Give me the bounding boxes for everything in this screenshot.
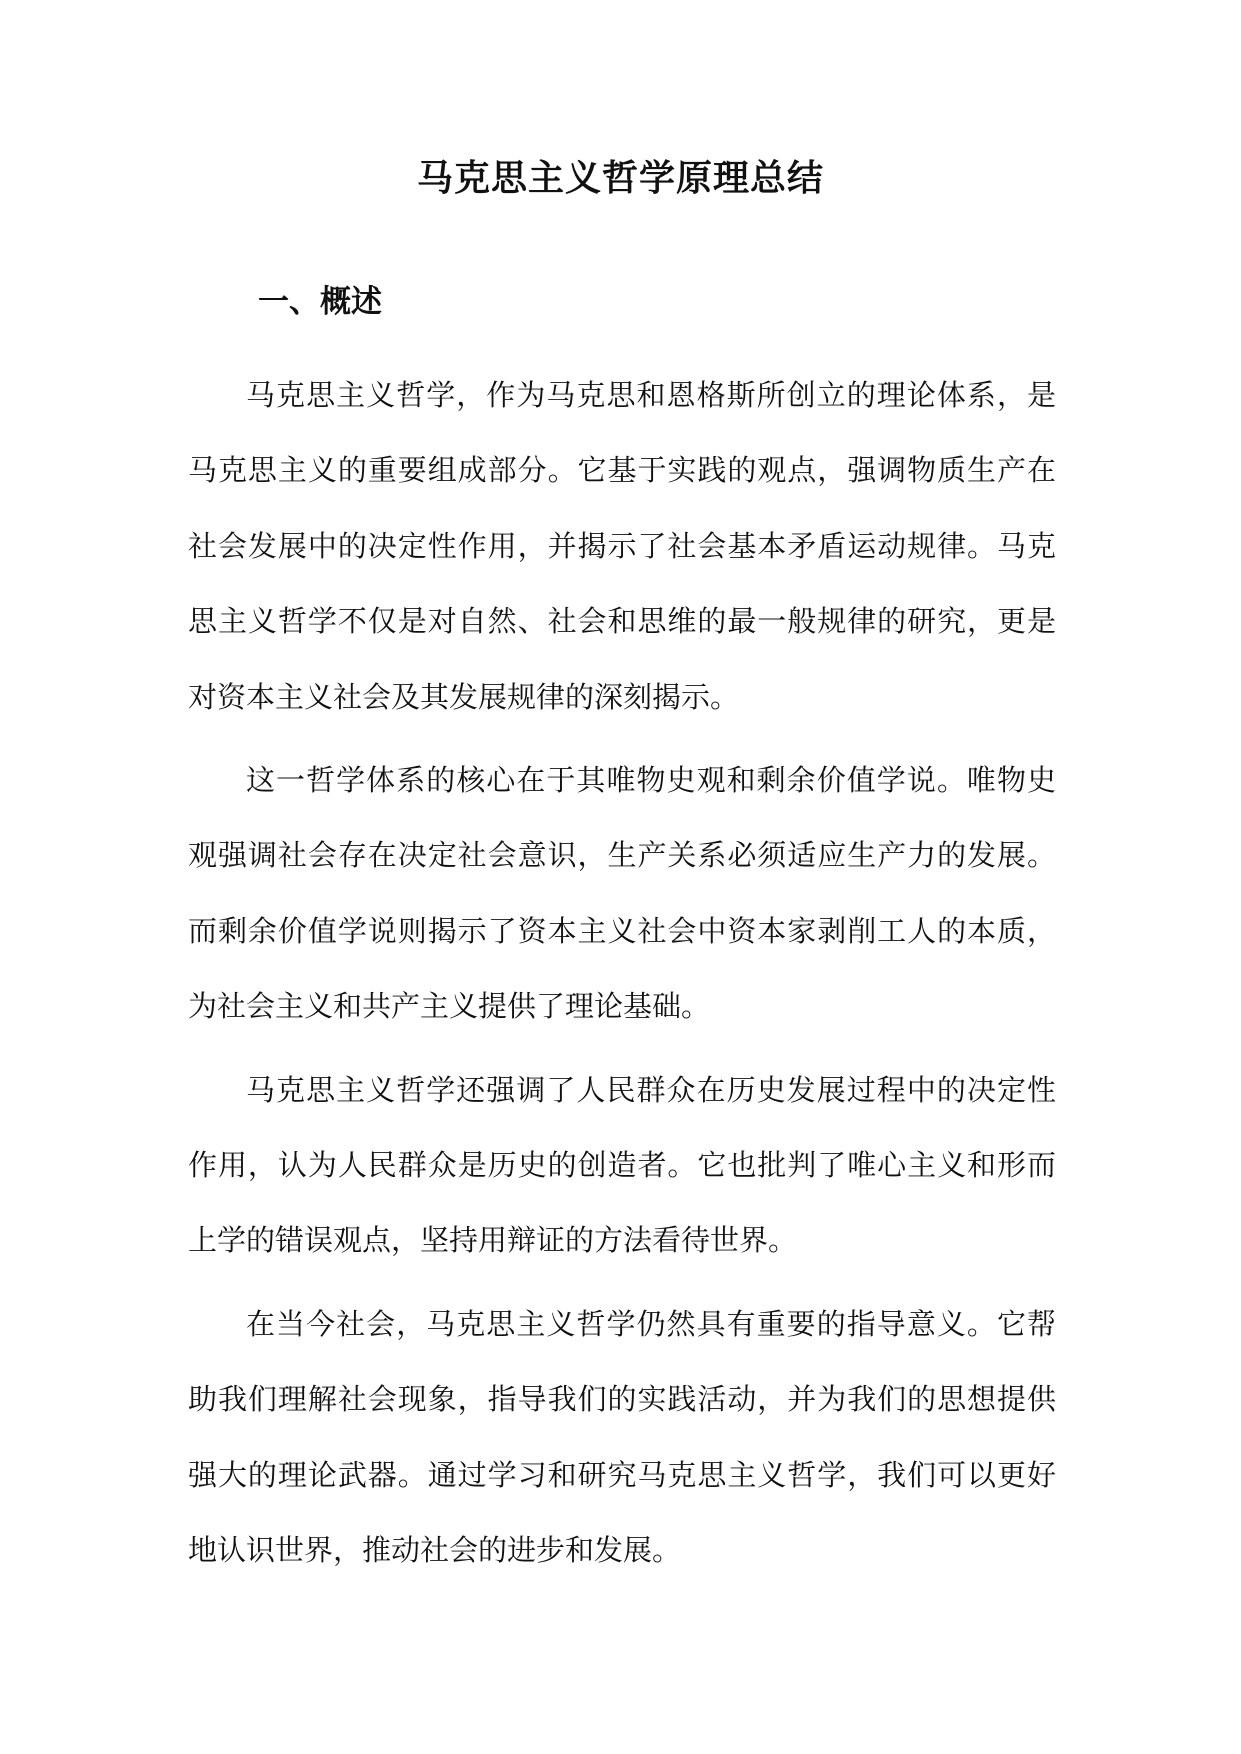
paragraph: 这一哲学体系的核心在于其唯物史观和剩余价值学说。唯物史观强调社会存在决定社会意识，生产关系必须适应生产力的发展。而剩余价值学说则揭示了资本主义社会中资本家剥削工人的本质，为社会主义和共产主义提供了理论基础。 xyxy=(188,763,1056,1024)
document-title: 马克思主义哲学原理总结 xyxy=(416,157,824,199)
paragraph: 马克思主义哲学，作为马克思和恩格斯所创立的理论体系，是马克思主义的重要组成部分。它基于实践的观点，强调物质生产在社会发展中的决定性作用，并揭示了社会基本矛盾运动规律。马克思主义哲学不仅是对自然、社会和思维的最一般规律的研究，更是对资本主义社会及其发展规律的深刻揭示。 xyxy=(188,378,1056,714)
paragraph: 马克思主义哲学还强调了人民群众在历史发展过程中的决定性作用，认为人民群众是历史的创造者。它也批判了唯心主义和形而上学的错误观点，坚持用辩证的方法看待世界。 xyxy=(188,1072,1056,1258)
section-heading-overview: 一、概述 xyxy=(258,284,382,320)
section-body-overview xyxy=(188,358,1056,1597)
paragraph: 在当今社会，马克思主义哲学仍然具有重要的指导意义。它帮助我们理解社会现象，指导我们的实践活动，并为我们的思想提供强大的理论武器。通过学习和研究马克思主义哲学，我们可以更好地认识世界，推动社会的进步和发展。 xyxy=(188,1306,1056,1568)
